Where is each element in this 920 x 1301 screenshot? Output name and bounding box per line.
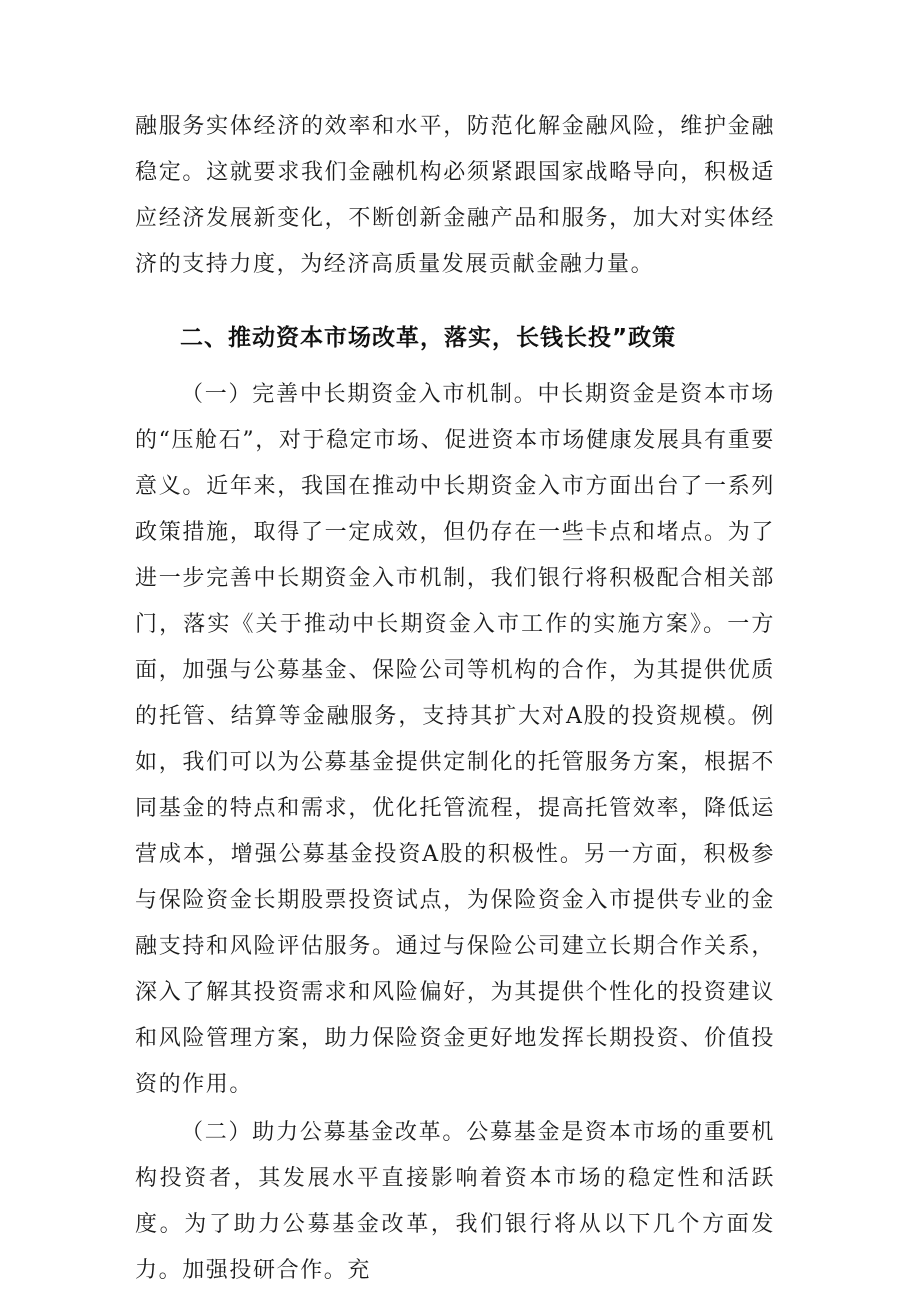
intro-paragraph: 融服务实体经济的效率和水平，防范化解金融风险，维护金融稳定。这就要求我们金融机构必须紧跟国家战略导向，积极适应经济发展新变化，不断创新金融产品和服务，加大对实体经济的支持力度，为经济高质量发展贡献金融力量。 <box>135 114 775 277</box>
section-heading: 二、推动资本市场改革，落实，长钱长投”政策 <box>180 325 677 351</box>
paragraph-medium-long-term-funds: （一）完善中长期资金入市机制。中长期资金是资本市场的“压舱石”，对于稳定市场、促进资本市场健康发展具有重要意义。近年来，我国在推动中长期资金入市方面出台了一系列政策措施，取得了一定成效，但仍存在一些卡点和堵点。为了进一步完善中长期资金入市机制，我们银行将积极配合相关部门，落实《关于推动中长期资金入市工作的实施方案》。一方面，加强与公募基金、保险公司等机构的合作，为其提供优质的托管、结算等金融服务，支持其扩大对A股的投资规模。例如，我们可以为公募基金提供定制化的托管服务方案，根据不同基金的特点和需求，优化托管流程，提高托管效率，降低运营成本，增强公募基金投资A股的积极性。另一方面，积极参与保险资金长期股票投资试点，为保险资金入市提供专业的金融支持和风险评估服务。通过与保险公司建立长期合作关系，深入了解其投资需求和风险偏好，为其提供个性化的投资建议和风险管理方案，助力保险资金更好地发挥长期投资、价值投资的作用。 <box>135 382 775 1097</box>
paragraph-public-fund-reform: （二）助力公募基金改革。公募基金是资本市场的重要机构投资者，其发展水平直接影响着资本市场的稳定性和活跃度。为了助力公募基金改革，我们银行将从以下几个方面发力。加强投研合作。充 <box>135 1120 775 1283</box>
